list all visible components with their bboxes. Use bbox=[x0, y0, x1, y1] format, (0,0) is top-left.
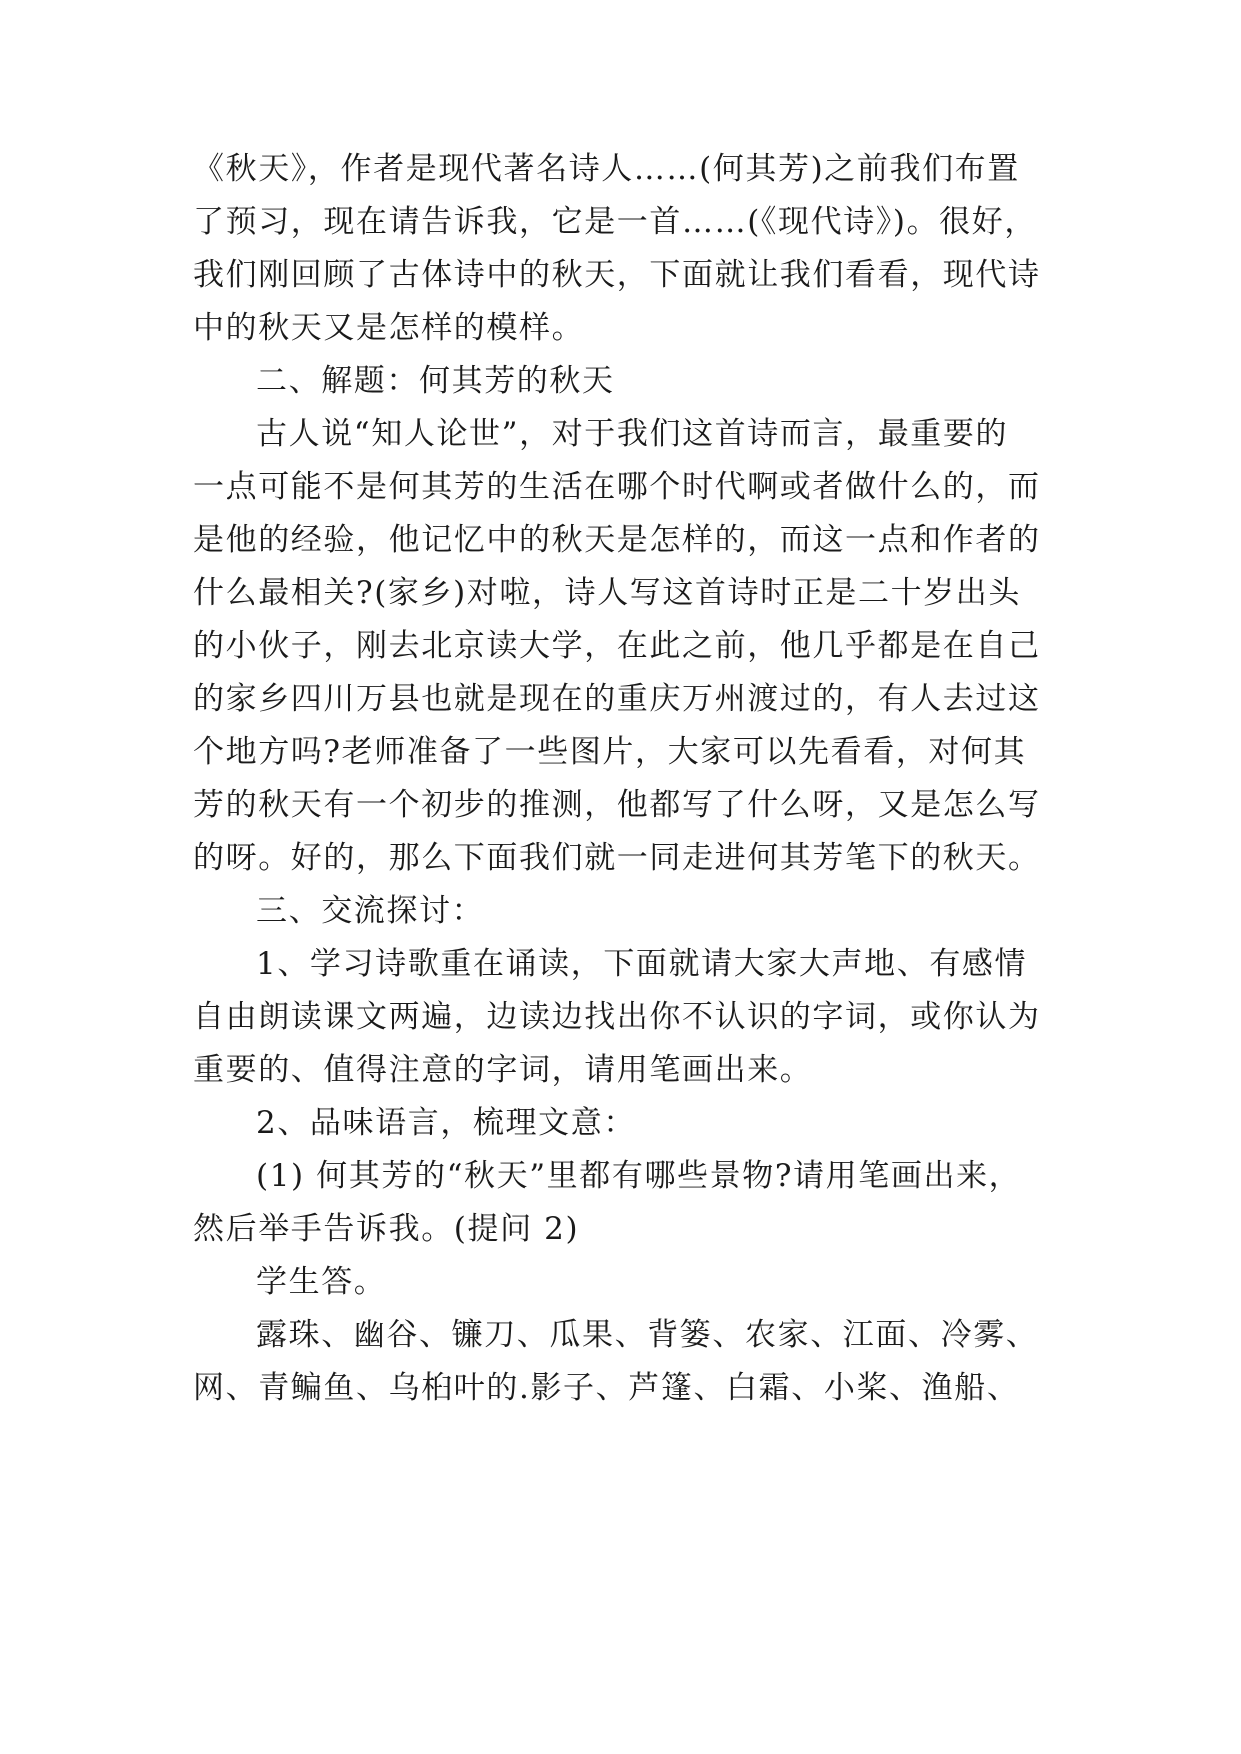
paragraph-line: 的小伙子，刚去北京读大学，在此之前，他几乎都是在自己 bbox=[193, 628, 1041, 664]
paragraph-line: (1) 何其芳的“秋天”里都有哪些景物?请用笔画出来， bbox=[256, 1158, 1022, 1194]
paragraph-line: 中的秋天又是怎样的模样。 bbox=[193, 310, 585, 346]
paragraph-line: 了预习，现在请告诉我，它是一首……(《现代诗》)。很好， bbox=[193, 204, 1037, 240]
paragraph-line: 芳的秋天有一个初步的推测，他都写了什么呀，又是怎么写 bbox=[193, 787, 1041, 823]
paragraph-line: 学生答。 bbox=[256, 1264, 387, 1300]
paragraph-line: 《秋天》，作者是现代著名诗人……(何其芳)之前我们布置 bbox=[193, 151, 1020, 187]
paragraph-line: 重要的、值得注意的字词，请用笔画出来。 bbox=[193, 1052, 813, 1088]
paragraph-line: 自由朗读课文两遍，边读边找出你不认识的字词，或你认为 bbox=[193, 999, 1041, 1035]
paragraph-line: 古人说“知人论世”，对于我们这首诗而言，最重要的 bbox=[256, 416, 1009, 452]
paragraph-line: 的家乡四川万县也就是现在的重庆万州渡过的，有人去过这 bbox=[193, 681, 1041, 717]
paragraph-line: 是他的经验，他记忆中的秋天是怎样的，而这一点和作者的 bbox=[193, 522, 1041, 558]
section-heading: 三、交流探讨： bbox=[256, 893, 485, 929]
paragraph-line: 我们刚回顾了古体诗中的秋天，下面就让我们看看，现代诗 bbox=[193, 257, 1041, 293]
paragraph-line: 网、青鳊鱼、乌桕叶的.影子、芦篷、白霜、小桨、渔船、 bbox=[193, 1370, 1020, 1406]
section-heading: 二、解题：何其芳的秋天 bbox=[256, 363, 615, 399]
paragraph-line: 什么最相关?(家乡)对啦，诗人写这首诗时正是二十岁出头 bbox=[193, 575, 1022, 611]
paragraph-line: 一点可能不是何其芳的生活在哪个时代啊或者做什么的，而 bbox=[193, 469, 1041, 505]
paragraph-line: 1、学习诗歌重在诵读，下面就请大家大声地、有感情 bbox=[256, 946, 1028, 982]
subsection-heading: 2、品味语言，梳理文意： bbox=[256, 1105, 636, 1141]
paragraph-line: 露珠、幽谷、镰刀、瓜果、背篓、农家、江面、冷雾、 bbox=[256, 1317, 1039, 1353]
paragraph-line: 的呀。好的，那么下面我们就一同走进何其芳笔下的秋天。 bbox=[193, 840, 1041, 876]
paragraph-line: 个地方吗?老师准备了一些图片，大家可以先看看，对何其 bbox=[193, 734, 1027, 770]
paragraph-line: 然后举手告诉我。(提问 2) bbox=[193, 1211, 580, 1247]
